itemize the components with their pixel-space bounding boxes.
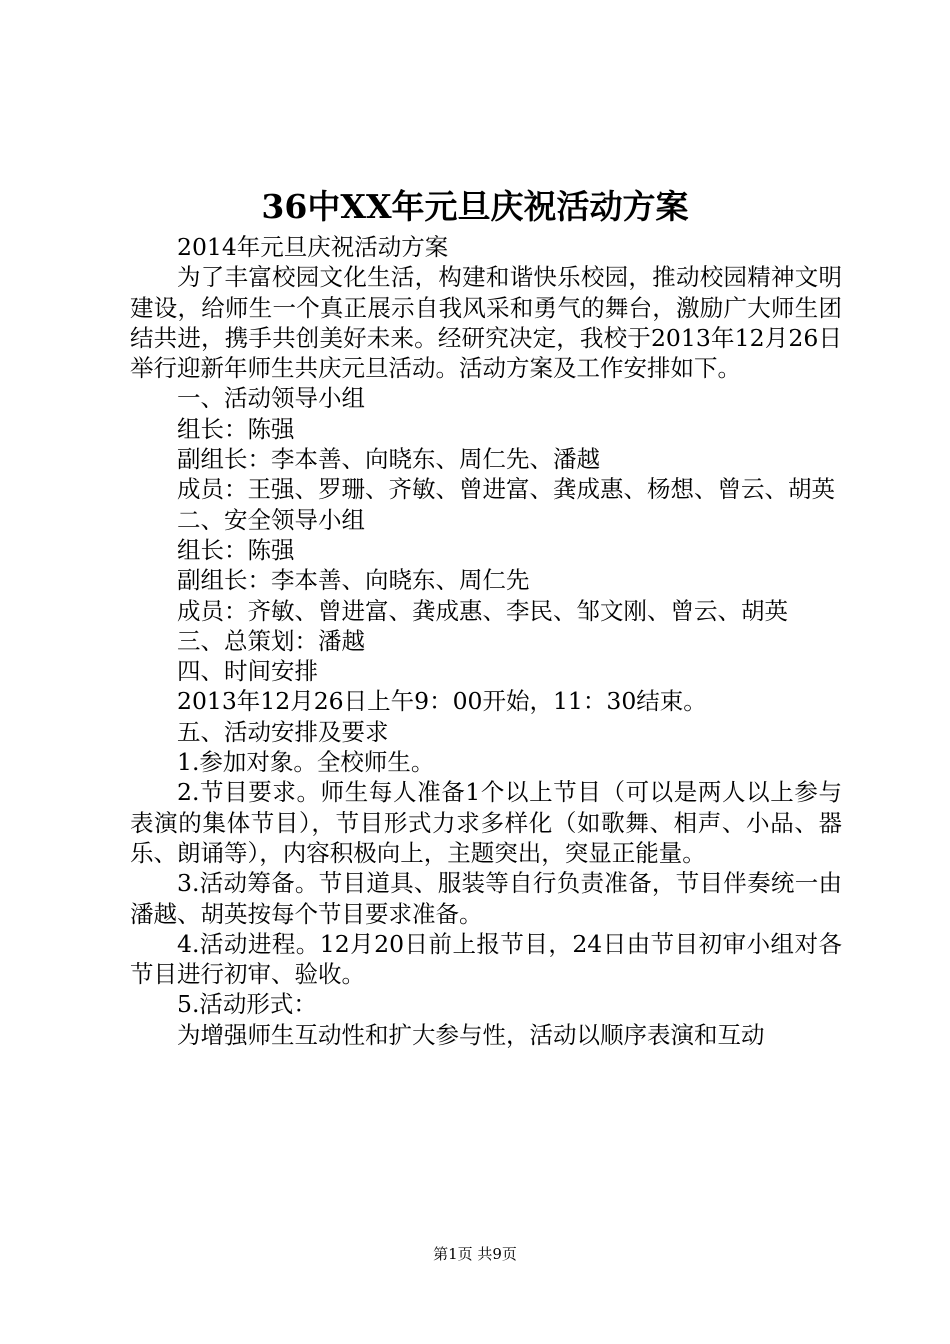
document-body [130, 232, 842, 1050]
section-heading-safety: 二、安全领导小组 [177, 505, 365, 534]
intro-paragraph: 为了丰富校园文化生活，构建和谐快乐校园，推动校园精神文明建设，给师生一个真正展示自我风采和勇气的舞台，激励广大师生团结共进，携手共创美好未来。经研究决定，我校于2013年12月26日举行迎新年师生共庆元旦活动。活动方案及工作安排如下。 [130, 263, 842, 383]
schedule-line: 2013年12月26日上午9：00开始，11：30结束。 [177, 687, 707, 716]
item-preparation: 3.活动筹备。节目道具、服装等自行负责准备，节目伴奏统一由潘越、胡英按每个节目要求准备。 [130, 869, 842, 928]
deputy-leader-line: 副组长：李本善、向晓东、周仁先、潘越 [177, 445, 600, 474]
safety-leader-line: 组长：陈强 [177, 535, 295, 564]
item-participants: 1.参加对象。全校师生。 [177, 748, 435, 777]
item-format: 5.活动形式： [177, 990, 317, 1019]
leader-line: 组长：陈强 [177, 414, 295, 443]
document-title: 36中XX年元旦庆祝活动方案 [261, 187, 689, 226]
members-line: 成员：王强、罗珊、齐敏、曾进富、龚成惠、杨想、曾云、胡英 [177, 475, 835, 504]
section-heading-planner: 三、总策划：潘越 [177, 626, 365, 655]
item-progress: 4.活动进程。12月20日前上报节目，24日由节目初审小组对各节目进行初审、验收。 [130, 929, 842, 989]
item-program-requirements: 2.节目要求。师生每人准备1个以上节目（可以是两人以上参与表演的集体节目），节目形式力求多样化（如歌舞、相声、小品、器乐、朗诵等），内容积极向上，主题突出，突显正能量。 [130, 778, 842, 867]
section-heading-schedule: 四、时间安排 [177, 657, 318, 686]
section-heading-arrangement: 五、活动安排及要求 [177, 717, 389, 746]
safety-deputy-line: 副组长：李本善、向晓东、周仁先 [177, 566, 530, 595]
subtitle-paragraph: 2014年元旦庆祝活动方案 [177, 233, 449, 261]
format-paragraph: 为增强师生互动性和扩大参与性，活动以顺序表演和互动 [177, 1020, 765, 1049]
safety-members-line: 成员：齐敏、曾进富、龚成惠、李民、邹文刚、曾云、胡英 [177, 596, 788, 625]
section-heading-leadership: 一、活动领导小组 [177, 384, 365, 413]
page-footer: 第1页 共9页 [433, 1245, 517, 1263]
